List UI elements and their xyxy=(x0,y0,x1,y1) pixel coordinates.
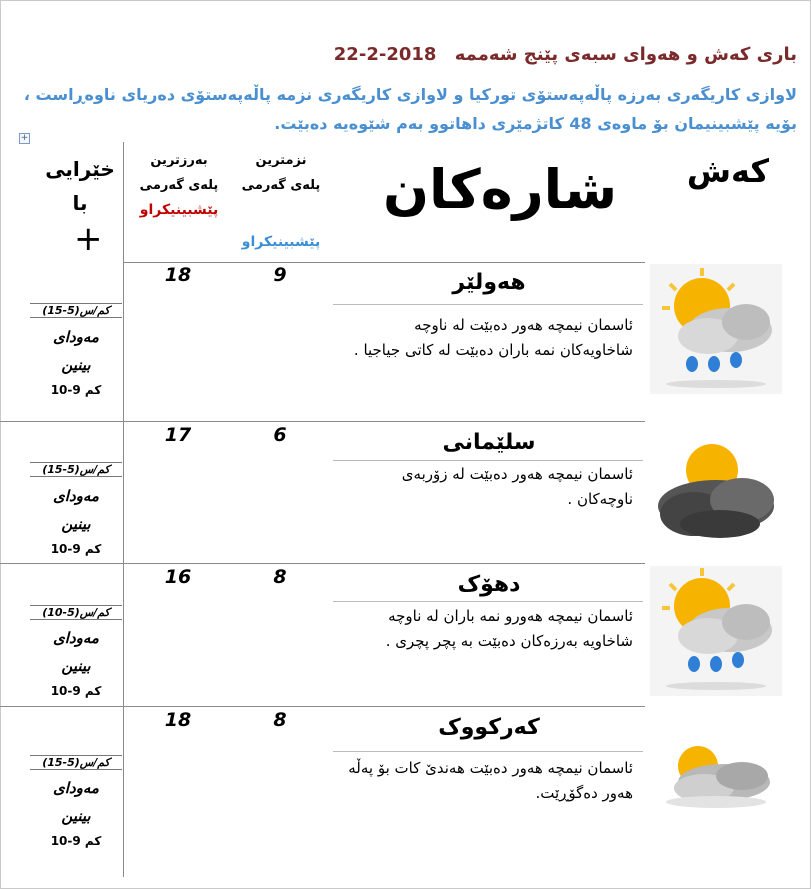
max-temp: 18 xyxy=(164,264,192,286)
header-wind xyxy=(40,152,120,220)
min-label-1: نزمترین xyxy=(255,153,307,168)
city-underline xyxy=(333,460,643,461)
city-underline xyxy=(333,751,643,752)
city-name: هەولێر xyxy=(452,270,526,295)
grid-divider xyxy=(0,563,645,564)
city-name: کەرکووک xyxy=(438,715,540,740)
min-temp: 8 xyxy=(273,566,287,588)
max-temp: 16 xyxy=(164,566,192,588)
visibility-label: مەودای xyxy=(53,328,99,346)
plus-icon: + xyxy=(74,219,103,259)
sun-cloud-rain-icon xyxy=(650,566,782,696)
city-underline xyxy=(333,304,643,305)
title-date: 2018-2-22 xyxy=(333,44,437,65)
max-label-1: بەرزترین xyxy=(150,153,208,168)
max-label-2: پلەی گەرمی xyxy=(139,178,219,193)
table-move-handle-icon[interactable]: + xyxy=(20,133,29,143)
wind-speed: (15-5)کم/س xyxy=(30,755,122,770)
grid-divider xyxy=(0,706,645,707)
title-text: باری کەش و هەوای سبەی پێنج شەممە xyxy=(454,44,797,65)
header-cities: شارەکان xyxy=(382,158,618,221)
visibility-km: 10-9 کم xyxy=(50,383,102,397)
min-label-2: پلەی گەرمی xyxy=(241,178,321,193)
visibility-label: بینین xyxy=(61,657,91,675)
min-temp: 8 xyxy=(273,709,287,731)
wind-speed: (15-5)کم/س xyxy=(30,462,122,477)
weather-text: ئاسمان نیمچە هەورو نمە باران لە ناوچە شاخاویە بەرزەکان دەبێت بە پچر پچری . xyxy=(333,604,643,660)
page-title xyxy=(37,44,797,65)
sun-dark-cloud-icon xyxy=(650,428,782,562)
city-name: دهۆک xyxy=(457,572,521,597)
max-temp: 18 xyxy=(164,709,192,731)
wind-label-1: خێرایی xyxy=(45,157,115,181)
grid-divider xyxy=(123,262,645,263)
forecast-description: لاوازی کاریگەری بەرزە پاڵەپەستۆی تورکیا و لاوازی کاریگەری نزمە پاڵەپەستۆی دەریای ناوەڕاست ، بۆیە پێشبینیمان بۆ ماوەی 48 کاتژمێری داهاتوو بەم شێوەیە دەبێت. xyxy=(23,85,797,133)
visibility-label: مەودای xyxy=(53,779,99,797)
max-forecast-label: پێشبینیکراو xyxy=(139,202,219,218)
wind-speed: (15-5)کم/س xyxy=(30,303,122,318)
visibility-label: بینین xyxy=(61,807,91,825)
sun-cloud-rain-icon xyxy=(650,264,782,394)
visibility-km: 10-9 کم xyxy=(50,684,102,698)
header-min-temp xyxy=(232,148,330,250)
visibility-label: بینین xyxy=(61,515,91,533)
header-weather: کەش xyxy=(686,152,769,190)
max-temp: 17 xyxy=(164,424,192,446)
city-name: سلێمانی xyxy=(442,430,536,455)
weather-text: ئاسمان نیمچە هەور دەبێت لە زۆربەی ناوچەکان . xyxy=(333,462,643,518)
weather-text: ئاسمان نیمچە هەور دەبێت لە ناوچە شاخاویەکان نمە باران دەبێت لە کاتی جیاجیا . xyxy=(333,313,643,420)
visibility-km: 10-9 کم xyxy=(50,834,102,848)
city-underline xyxy=(333,601,643,602)
visibility-label: مەودای xyxy=(53,487,99,505)
wind-speed: (10-5)کم/س xyxy=(30,605,122,620)
visibility-label: بینین xyxy=(61,356,91,374)
visibility-label: مەودای xyxy=(53,629,99,647)
visibility-km: 10-9 کم xyxy=(50,542,102,556)
weather-text: ئاسمان نیمچە هەور دەبێت هەندێ کات بۆ پەڵە هەور دەگۆڕێت. xyxy=(333,756,643,812)
wind-label-2: با xyxy=(72,191,88,215)
header-max-temp xyxy=(130,148,228,223)
min-forecast-label: پێشبینیکراو xyxy=(241,234,321,250)
min-temp: 6 xyxy=(273,424,287,446)
min-temp: 9 xyxy=(273,264,287,286)
grid-divider xyxy=(0,421,645,422)
grid-divider xyxy=(123,142,124,877)
sun-haze-cloud-icon xyxy=(650,710,782,834)
